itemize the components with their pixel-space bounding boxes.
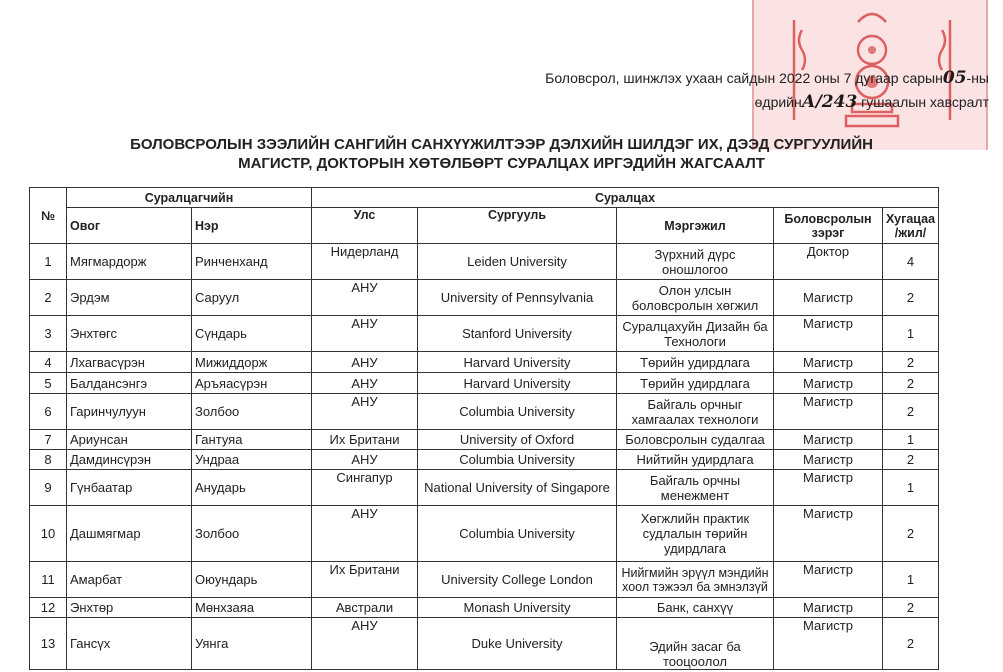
cell-surname: Гүнбаатар xyxy=(67,470,192,506)
cell-degree: Магистр xyxy=(774,450,883,470)
cell-duration: 2 xyxy=(883,352,939,373)
cell-degree: Магистр xyxy=(774,618,883,670)
table-row xyxy=(30,598,939,618)
cell-name: Анударь xyxy=(192,470,312,506)
table-row xyxy=(30,394,939,430)
table-row xyxy=(30,280,939,316)
cell-duration: 2 xyxy=(883,506,939,562)
student-list-table xyxy=(29,187,939,670)
header-line-1-suffix: -ны xyxy=(966,70,989,86)
table-row xyxy=(30,373,939,394)
cell-country: АНУ xyxy=(312,316,418,352)
cell-school: University of Oxford xyxy=(418,430,617,450)
cell-major: Байгаль орчныг хамгаалах технологи xyxy=(617,394,774,430)
col-header-no: № xyxy=(30,188,67,244)
cell-surname: Дамдинсүрэн xyxy=(67,450,192,470)
cell-major: Зүрхний дүрс оношлогоо xyxy=(617,244,774,280)
cell-duration: 2 xyxy=(883,280,939,316)
cell-country: АНУ xyxy=(312,352,418,373)
col-header-surname: Овог xyxy=(67,208,192,244)
cell-no: 3 xyxy=(30,316,67,352)
cell-surname: Энхтөр xyxy=(67,598,192,618)
table-row xyxy=(30,562,939,598)
cell-name: Золбоо xyxy=(192,394,312,430)
cell-duration: 4 xyxy=(883,244,939,280)
cell-degree: Магистр xyxy=(774,506,883,562)
cell-degree: Магистр xyxy=(774,373,883,394)
cell-country: Австрали xyxy=(312,598,418,618)
cell-school: Stanford University xyxy=(418,316,617,352)
cell-duration: 1 xyxy=(883,562,939,598)
cell-major: Төрийн удирдлага xyxy=(617,352,774,373)
cell-duration: 1 xyxy=(883,316,939,352)
cell-country: АНУ xyxy=(312,373,418,394)
table-row xyxy=(30,618,939,670)
cell-school: Harvard University xyxy=(418,373,617,394)
table-row xyxy=(30,506,939,562)
cell-school: Columbia University xyxy=(418,394,617,430)
cell-name: Мижиддорж xyxy=(192,352,312,373)
cell-school: Leiden University xyxy=(418,244,617,280)
cell-school: University of Pennsylvania xyxy=(418,280,617,316)
cell-duration: 2 xyxy=(883,450,939,470)
table-row xyxy=(30,244,939,280)
col-header-major: Мэргэжил xyxy=(617,208,774,244)
cell-no: 2 xyxy=(30,280,67,316)
cell-name: Сүндарь xyxy=(192,316,312,352)
cell-major: Нийтийн удирдлага xyxy=(617,450,774,470)
cell-duration: 2 xyxy=(883,618,939,670)
header-line-2-suffix: гушаалын хавсралт xyxy=(861,94,989,110)
cell-name: Ринченханд xyxy=(192,244,312,280)
col-header-name: Нэр xyxy=(192,208,312,244)
cell-country: АНУ xyxy=(312,450,418,470)
cell-major: Банк, санхүү xyxy=(617,598,774,618)
cell-school: Harvard University xyxy=(418,352,617,373)
cell-no: 1 xyxy=(30,244,67,280)
col-group-student: Суралцагчийн xyxy=(67,188,312,208)
cell-major: Эдийн засаг ба тооцоолол xyxy=(617,618,774,670)
col-header-duration: Хугацаа /жил/ xyxy=(883,208,939,244)
handwritten-order-number: А/243 xyxy=(801,92,858,112)
cell-name: Золбоо xyxy=(192,506,312,562)
cell-surname: Гаринчулуун xyxy=(67,394,192,430)
handwritten-day: 05 xyxy=(942,68,967,88)
cell-country: Их Британи xyxy=(312,562,418,598)
cell-no: 11 xyxy=(30,562,67,598)
cell-degree: Магистр xyxy=(774,430,883,450)
cell-surname: Мягмардорж xyxy=(67,244,192,280)
cell-surname: Энхтөгс xyxy=(67,316,192,352)
cell-name: Аръяасүрэн xyxy=(192,373,312,394)
cell-name: Гантуяа xyxy=(192,430,312,450)
col-header-school: Сургууль xyxy=(418,208,617,244)
cell-surname: Лхагвасүрэн xyxy=(67,352,192,373)
header-line-1 xyxy=(545,68,989,88)
cell-major: Суралцахуйн Дизайн ба Технологи xyxy=(617,316,774,352)
cell-no: 13 xyxy=(30,618,67,670)
cell-surname: Балдансэнгэ xyxy=(67,373,192,394)
cell-no: 4 xyxy=(30,352,67,373)
table-row xyxy=(30,316,939,352)
cell-country: АНУ xyxy=(312,506,418,562)
cell-degree: Магистр xyxy=(774,598,883,618)
cell-degree: Магистр xyxy=(774,562,883,598)
cell-degree: Доктор xyxy=(774,244,883,280)
cell-country: Их Британи xyxy=(312,430,418,450)
cell-country: АНУ xyxy=(312,394,418,430)
cell-degree: Магистр xyxy=(774,280,883,316)
cell-major: Нийгмийн эрүүл мэндийн хоол тэжээл ба эмнэлзүй xyxy=(617,562,774,598)
title-line-2: МАГИСТР, ДОКТОРЫН ХӨТӨЛБӨРТ СУРАЛЦАХ ИРГЭДИЙН ЖАГСААЛТ xyxy=(238,155,765,172)
cell-duration: 2 xyxy=(883,598,939,618)
document-title xyxy=(0,135,1003,173)
cell-major: Олон улсын боловсролын хөгжил xyxy=(617,280,774,316)
cell-name: Мөнхзаяа xyxy=(192,598,312,618)
cell-country: Нидерланд xyxy=(312,244,418,280)
cell-degree: Магистр xyxy=(774,352,883,373)
cell-country: Сингапур xyxy=(312,470,418,506)
col-header-country: Улс xyxy=(312,208,418,244)
cell-country: АНУ xyxy=(312,618,418,670)
cell-major: Байгаль орчны менежмент xyxy=(617,470,774,506)
table-row xyxy=(30,450,939,470)
cell-duration: 2 xyxy=(883,373,939,394)
cell-degree: Магистр xyxy=(774,316,883,352)
cell-duration: 1 xyxy=(883,470,939,506)
cell-name: Оюундарь xyxy=(192,562,312,598)
cell-country: АНУ xyxy=(312,280,418,316)
cell-surname: Амарбат xyxy=(67,562,192,598)
cell-name: Саруул xyxy=(192,280,312,316)
table-row xyxy=(30,430,939,450)
cell-duration: 2 xyxy=(883,394,939,430)
cell-name: Уянга xyxy=(192,618,312,670)
col-header-degree: Боловсролын зэрэг xyxy=(774,208,883,244)
header-line-2-text: өдрийн xyxy=(754,94,802,110)
cell-major: Төрийн удирдлага xyxy=(617,373,774,394)
col-group-study: Суралцах xyxy=(312,188,939,208)
cell-surname: Дашмягмар xyxy=(67,506,192,562)
cell-school: Columbia University xyxy=(418,506,617,562)
cell-school: Monash University xyxy=(418,598,617,618)
cell-school: National University of Singapore xyxy=(418,470,617,506)
cell-no: 7 xyxy=(30,430,67,450)
cell-no: 9 xyxy=(30,470,67,506)
table-row xyxy=(30,470,939,506)
cell-no: 12 xyxy=(30,598,67,618)
cell-surname: Эрдэм xyxy=(67,280,192,316)
header-line-2 xyxy=(755,92,989,112)
cell-name: Ундраа xyxy=(192,450,312,470)
cell-major: Хөгжлийн практик судлалын төрийн удирдлага xyxy=(617,506,774,562)
cell-school: University College London xyxy=(418,562,617,598)
cell-no: 10 xyxy=(30,506,67,562)
cell-no: 5 xyxy=(30,373,67,394)
cell-school: Duke University xyxy=(418,618,617,670)
table-row xyxy=(30,352,939,373)
cell-duration: 1 xyxy=(883,430,939,450)
cell-major: Боловсролын судалгаа xyxy=(617,430,774,450)
cell-surname: Гансүх xyxy=(67,618,192,670)
cell-degree: Магистр xyxy=(774,470,883,506)
cell-no: 8 xyxy=(30,450,67,470)
cell-no: 6 xyxy=(30,394,67,430)
title-line-1: БОЛОВСРОЛЫН ЗЭЭЛИЙН САНГИЙН САНХҮҮЖИЛТЭЭР ДЭЛХИЙН ШИЛДЭГ ИХ, ДЭЭД СУРГУУЛИЙН xyxy=(130,136,873,153)
cell-surname: Ариунсан xyxy=(67,430,192,450)
cell-degree: Магистр xyxy=(774,394,883,430)
cell-school: Columbia University xyxy=(418,450,617,470)
header-line-1-text: Боловсрол, шинжлэх ухаан сайдын 2022 оны 7 дугаар сарын xyxy=(545,70,943,86)
